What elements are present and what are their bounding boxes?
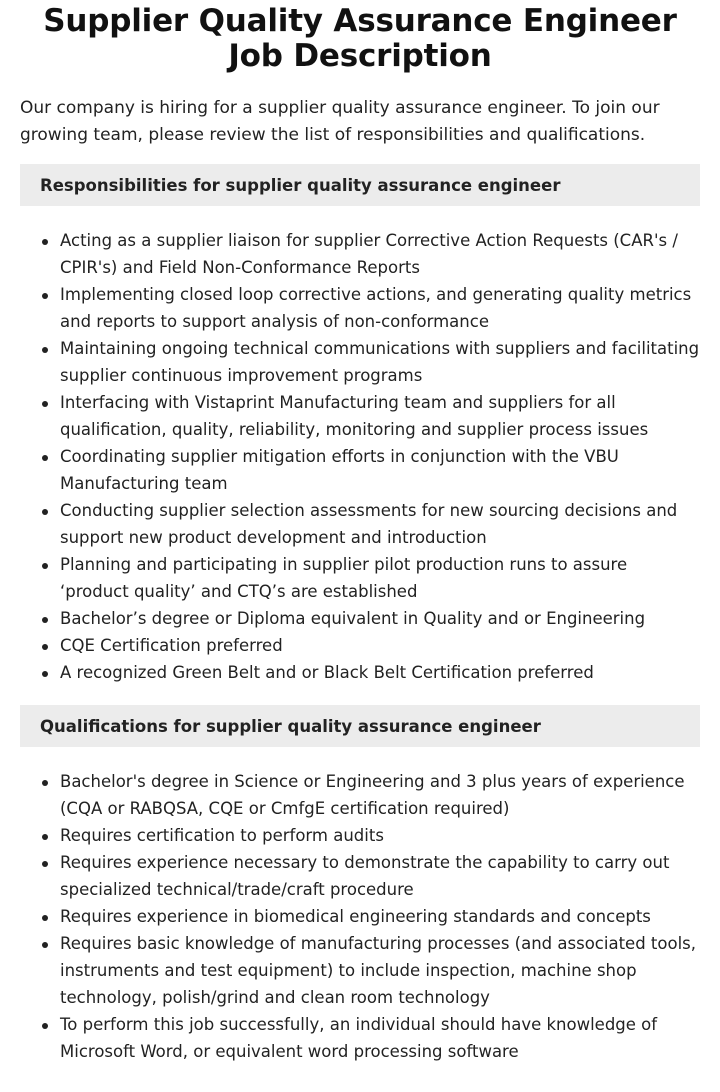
list-item: CQE Certification preferred [60,632,700,659]
list-item: A recognized Green Belt and or Black Belt Certification preferred [60,659,700,686]
list-item: Planning and participating in supplier pilot production runs to assure ‘product quality’ and CTQ’s are established [60,551,700,605]
list-item: Requires experience in biomedical engineering standards and concepts [60,903,700,930]
list-item: To perform this job successfully, an individual should have knowledge of Microsoft Word, or equivalent word processing software [60,1011,700,1065]
list-item: Interfacing with Vistaprint Manufacturing team and suppliers for all qualification, quality, reliability, monitoring and supplier process issues [60,389,700,443]
qualifications-list [20,768,700,1065]
responsibilities-list [20,227,700,686]
list-item: Maintaining ongoing technical communications with suppliers and facilitating supplier continuous improvement programs [60,335,700,389]
list-item: Requires certification to perform audits [60,822,700,849]
list-item: Requires basic knowledge of manufacturing processes (and associated tools, instruments and test equipment) to include inspection, machine shop technology, polish/grind and clean room technology [60,930,700,1011]
list-item: Coordinating supplier mitigation efforts in conjunction with the VBU Manufacturing team [60,443,700,497]
list-item: Conducting supplier selection assessments for new sourcing decisions and support new product development and introduction [60,497,700,551]
list-item: Bachelor's degree in Science or Engineering and 3 plus years of experience (CQA or RABQSA, CQE or CmfgE certification required) [60,768,700,822]
list-item: Requires experience necessary to demonstrate the capability to carry out specialized technical/trade/craft procedure [60,849,700,903]
list-item: Implementing closed loop corrective actions, and generating quality metrics and reports to support analysis of non-conformance [60,281,700,335]
responsibilities-heading: Responsibilities for supplier quality assurance engineer [20,164,700,206]
page-title: Supplier Quality Assurance Engineer Job Description [43,3,677,74]
qualifications-heading: Qualifications for supplier quality assurance engineer [20,705,700,747]
list-item: Acting as a supplier liaison for supplier Corrective Action Requests (CAR's / CPIR's) and Field Non-Conformance Reports [60,227,700,281]
intro-paragraph: Our company is hiring for a supplier quality assurance engineer. To join our growing team, please review the list of responsibilities and qualifications. [20,98,660,145]
list-item: Bachelor’s degree or Diploma equivalent in Quality and or Engineering [60,605,700,632]
